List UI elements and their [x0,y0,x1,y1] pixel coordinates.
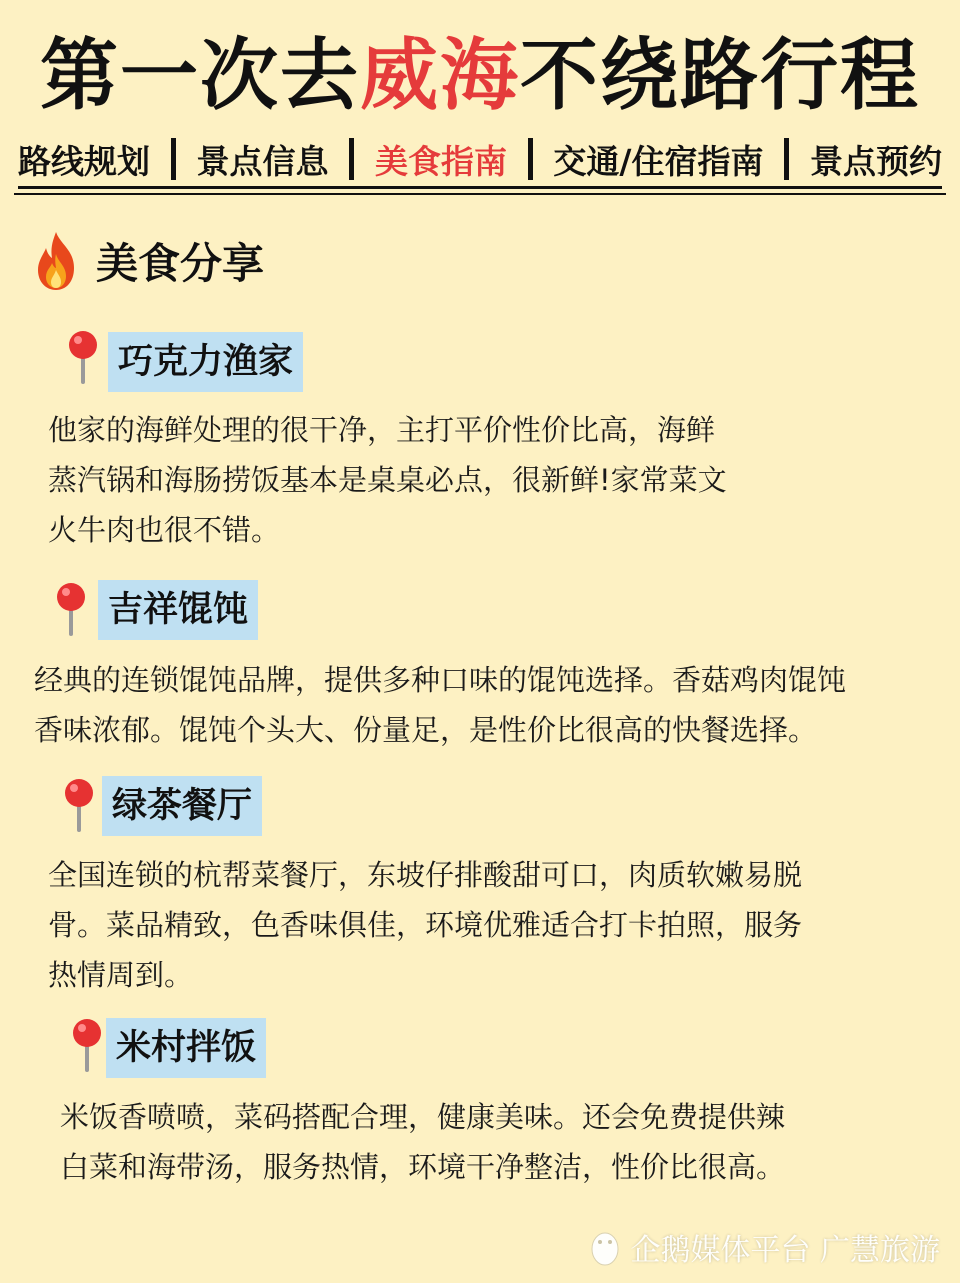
nav-divider [349,138,354,180]
description-line: 香味浓郁。馄饨个头大、份量足，是性价比很高的快餐选择。 [34,713,818,747]
nav-item-transport[interactable]: 交通/住宿指南 [553,141,764,181]
title-highlight: 威海 [359,31,520,121]
description-line: 经典的连锁馄饨品牌，提供多种口味的馄饨选择。香菇鸡肉馄饨 [34,663,847,697]
nav-underline [14,193,946,195]
nav-divider [528,138,533,180]
description-line: 白菜和海带汤，服务热情，环境干净整洁，性价比很高。 [60,1150,786,1184]
description-line: 全国连锁的杭帮菜餐厅，东坡仔排酸甜可口，肉质软嫩易脱 [48,858,803,892]
fire-icon [30,230,82,292]
description-line: 他家的海鲜处理的很干净，主打平价性价比高，海鲜 [48,413,716,447]
place-description-2 [34,655,846,755]
nav-item-food[interactable]: 美食指南 [374,141,507,181]
nav-divider [784,138,789,180]
description-line: 蒸汽锅和海肠捞饭基本是桌桌必点，很新鲜!家常菜文 [48,463,727,497]
pushpin-icon [54,582,88,638]
description-line: 热情周到。 [48,958,194,992]
place-name-2: 吉祥馄饨 [98,580,258,640]
nav-item-booking[interactable]: 景点预约 [809,141,942,181]
place-description-1 [48,405,727,555]
watermark [588,1225,940,1269]
pushpin-icon [62,778,96,834]
category-nav [18,132,942,189]
pushpin-icon [66,330,100,386]
page-title [0,28,960,124]
place-name-4: 米村拌饭 [106,1018,266,1078]
penguin-logo-icon [588,1227,622,1267]
description-line: 米饭香喷喷，菜码搭配合理，健康美味。还会免费提供辣 [60,1100,786,1134]
place-description-3 [48,850,802,1000]
description-line: 火牛肉也很不错。 [48,513,281,547]
nav-divider [171,138,176,180]
section-header [30,230,264,292]
place-name-3: 绿茶餐厅 [102,776,262,836]
title-part2: 不绕路行程 [520,31,921,121]
place-name-1: 巧克力渔家 [108,332,303,392]
description-line: 骨。菜品精致，色香味俱佳，环境优雅适合打卡拍照，服务 [48,908,803,942]
title-part1: 第一次去 [39,31,360,121]
place-description-4 [60,1092,785,1192]
section-title: 美食分享 [96,239,265,288]
nav-item-sights[interactable]: 景点信息 [196,141,329,181]
nav-item-route[interactable]: 路线规划 [18,141,150,181]
pushpin-icon [70,1018,104,1074]
watermark-text: 企鹅媒体平台 广慧旅游 [630,1233,940,1268]
